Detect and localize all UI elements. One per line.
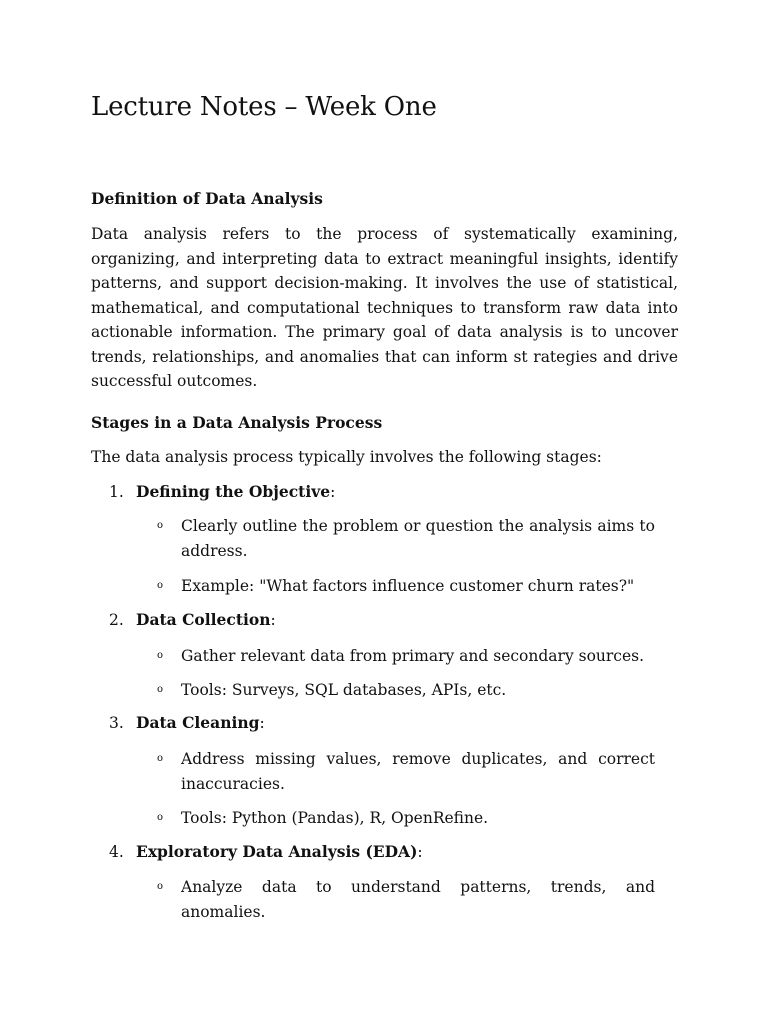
stage-bullet (157, 514, 655, 563)
stage-number: 3. (109, 714, 124, 732)
hollow-circle-bullet-icon: o (157, 881, 164, 892)
hollow-circle-bullet-icon: o (157, 520, 164, 531)
stage-item (109, 482, 335, 501)
bullet-text: Tools: Python (Pandas), R, OpenRefine. (181, 809, 489, 827)
bullet-text: Tools: Surveys, SQL databases, APIs, etc. (181, 681, 507, 699)
stage-bullet (157, 747, 655, 796)
bullet-text: Clearly outline the problem or question the analysis aims to address. (181, 517, 655, 560)
stage-bullet (157, 574, 655, 599)
stage-item (109, 842, 423, 861)
stage-bullet (157, 644, 655, 669)
stages-intro: The data analysis process typically involves the following stages: (91, 448, 602, 466)
stage-label: Exploratory Data Analysis (EDA) (136, 842, 418, 861)
page-title: Lecture Notes – Week One (91, 92, 437, 122)
stage-number: 2. (109, 611, 124, 629)
stage-suffix: : (417, 843, 423, 861)
definition-paragraph: Data analysis refers to the process of systematically examining, organizing, and interpreting data to extract meaningful insights, identify patterns, and support decision-making. It involves the use of statistical, mathematical, and computational techniques to transform raw data into actionable information. The primary goal of data analysis is to uncover trends, relationships, and anomalies that can inform st rategies and drive successful outcomes. (91, 225, 678, 390)
section-heading-stages: Stages in a Data Analysis Process (91, 413, 383, 432)
bullet-text: Gather relevant data from primary and secondary sources. (181, 647, 645, 665)
stage-suffix: : (330, 483, 336, 501)
hollow-circle-bullet-icon: o (157, 753, 164, 764)
stage-bullet (157, 875, 655, 924)
stage-item (109, 610, 276, 629)
hollow-circle-bullet-icon: o (157, 650, 164, 661)
hollow-circle-bullet-icon: o (157, 580, 164, 591)
section-heading-definition: Definition of Data Analysis (91, 189, 323, 208)
bullet-text: Analyze data to understand patterns, trends, and anomalies. (181, 878, 655, 921)
hollow-circle-bullet-icon: o (157, 812, 164, 823)
stage-label: Data Collection (136, 610, 271, 629)
stage-suffix: : (270, 611, 276, 629)
stage-number: 4. (109, 843, 124, 861)
stage-label: Data Cleaning (136, 713, 260, 732)
hollow-circle-bullet-icon: o (157, 684, 164, 695)
stage-bullet (157, 678, 655, 703)
stage-bullet (157, 806, 655, 831)
stage-item (109, 713, 265, 732)
stage-suffix: : (259, 714, 265, 732)
stage-label: Defining the Objective (136, 482, 331, 501)
bullet-text: Address missing values, remove duplicates, and correct inaccuracies. (181, 750, 655, 793)
stage-number: 1. (109, 483, 124, 501)
bullet-text: Example: "What factors influence customer churn rates?" (181, 577, 635, 595)
